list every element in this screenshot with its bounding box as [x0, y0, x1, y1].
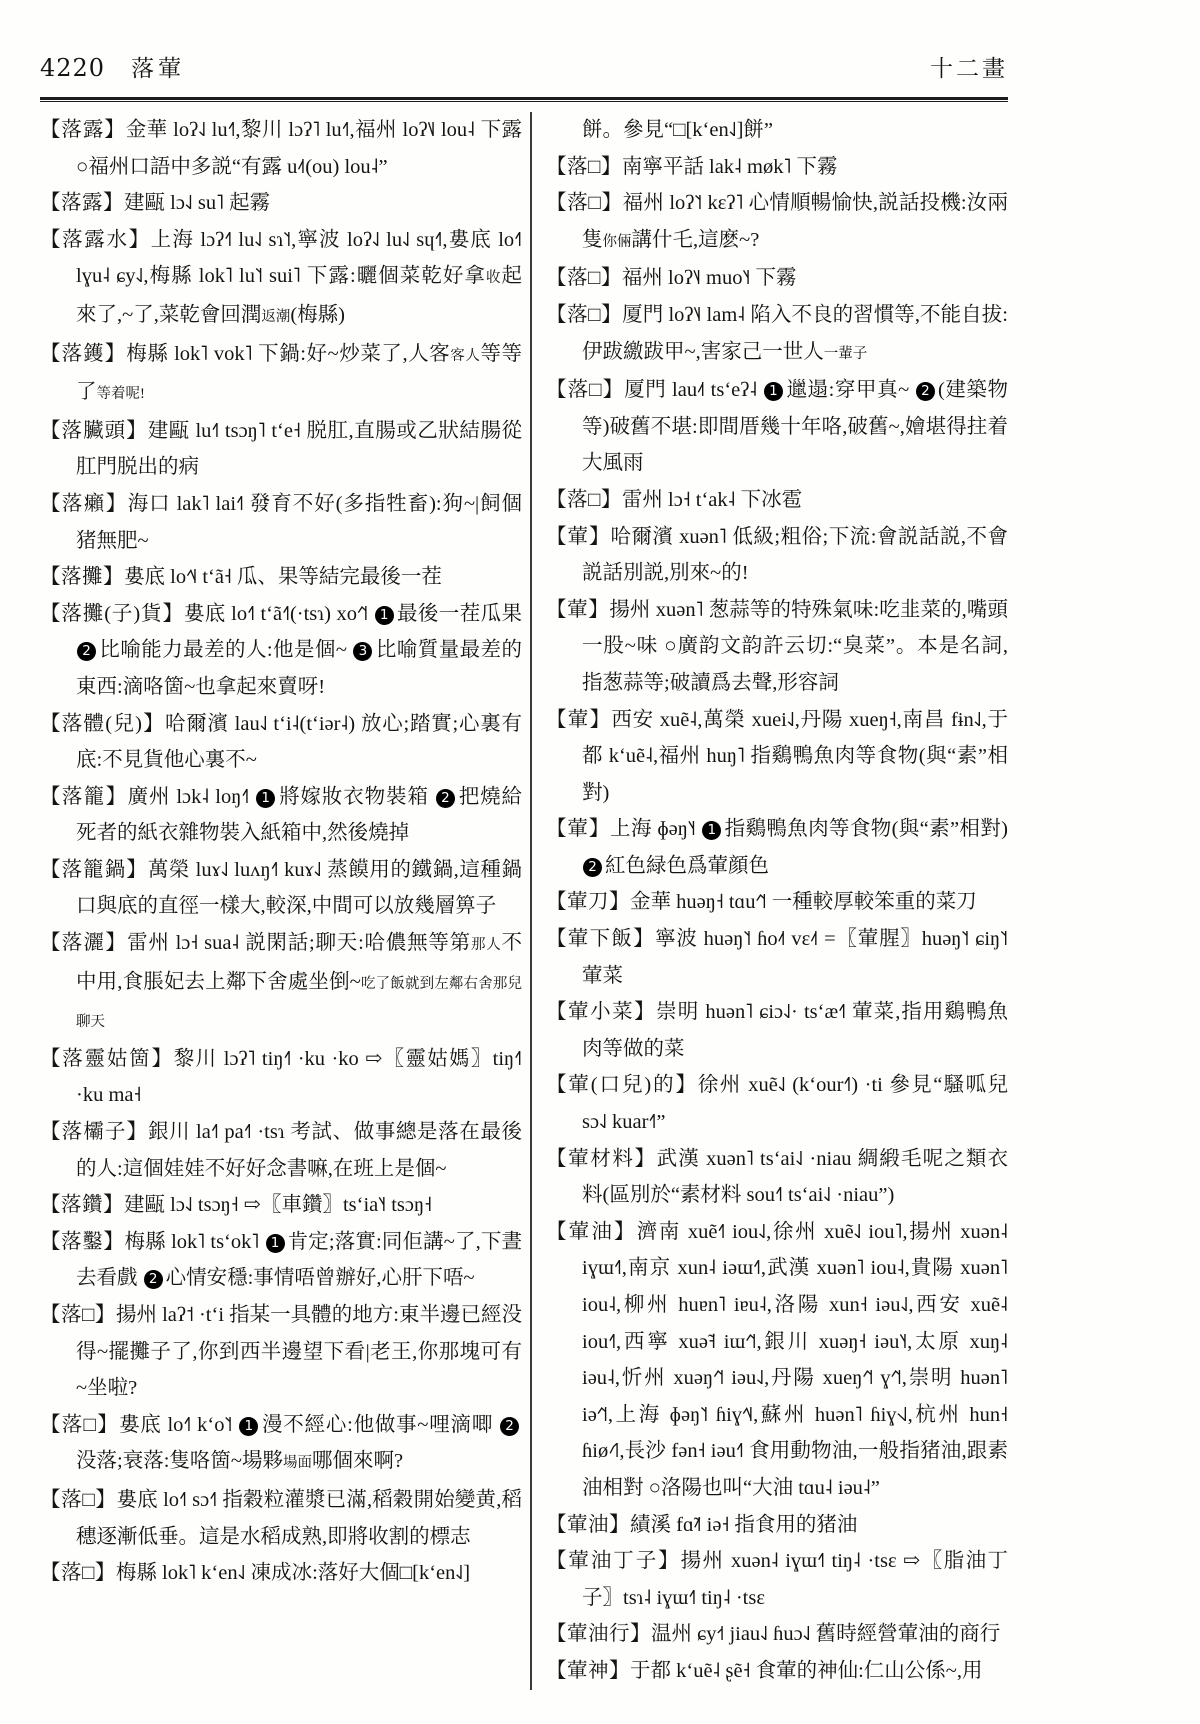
entry-body-text: 哈爾濱 xuən˥ 低級;粗俗;下流:會説話説,不會説話別説,別來~的!	[582, 525, 1008, 585]
dictionary-entry	[546, 519, 1008, 592]
entry-body-text: 把燒給死者的紙衣雜物裝入紙箱中,然後燒掉	[76, 785, 523, 845]
gloss-small-text: 你倆	[602, 233, 632, 250]
circled-number: 1	[256, 789, 275, 808]
dictionary-entry	[546, 994, 1008, 1067]
entry-headword: 【落□】	[546, 155, 622, 178]
dictionary-entry	[40, 112, 522, 185]
dictionary-entry	[40, 852, 522, 925]
circled-number: 2	[583, 858, 602, 877]
entry-headword: 【落□】	[546, 303, 623, 326]
gloss-small-text: 返潮	[261, 308, 291, 325]
page-content	[40, 50, 1008, 1690]
entry-headword: 【葷材料】	[546, 1147, 657, 1170]
entry-headword: 【落□】	[546, 379, 625, 402]
circled-number: 1	[764, 382, 783, 401]
entry-body-text: 武漢 xuən˥ tsʻai˨˩ ·niau 綢緞毛呢之類衣料(區別於“素材料 sou˧˥ tsʻai˨˩ ·niau”)	[582, 1147, 1009, 1207]
guide-word: 落葷	[131, 56, 186, 81]
entry-headword: 【葷下飯】	[546, 928, 656, 951]
entry-body-text: 上海 ɸəŋ˥˧	[610, 818, 702, 841]
circled-number: 3	[353, 642, 372, 661]
entry-body-text: 南寧平話 lak˨ møk˥ 下霧	[621, 155, 838, 178]
dictionary-entry	[40, 336, 522, 413]
entry-headword: 【葷小菜】	[546, 1001, 657, 1024]
dictionary-entry	[546, 811, 1008, 884]
entry-body-text: 没落;衰落:隻咯箇~場夥	[76, 1450, 283, 1473]
entry-body-text: 等等了	[76, 342, 523, 404]
entry-headword: 【葷油丁子】	[546, 1550, 681, 1573]
entry-body-text: 西安 xuẽ˨,萬榮 xuei˨˩,丹陽 xueŋ˧,南昌 fɨn˨˩,于都 kʻuẽ˨,福州 huŋ˥ 指鷄鴨魚肉等食物(與“素”相對)	[582, 708, 1009, 804]
circled-number: 1	[266, 1234, 285, 1253]
dictionary-entry	[40, 185, 522, 222]
dictionary-entry	[546, 592, 1008, 702]
entry-headword: 【落灑】	[40, 932, 128, 955]
entry-body-text: 金華 loʔ˨˩ lu˧˥,黎川 lɔʔ˥ lu˧˥,福州 loʔ˥˩ lou˨ 下露 ○福州口語中多説“有露 u˨˦(ou) lou˨”	[76, 119, 523, 178]
entry-headword: 【落攤】	[40, 566, 124, 589]
dictionary-entry	[546, 1214, 1008, 1507]
gloss-small-text: 一輩子	[823, 345, 868, 362]
entry-body-text: 揚州 xuən˨ iɣɯ˧˥ tiŋ˨ ·tsɛ ⇨〖脂油丁子〗tsɿ˨ iɣɯ˧˥ tiŋ˨ ·tsɛ	[582, 1550, 1009, 1609]
entry-headword: 【葷刀】	[546, 891, 630, 914]
dictionary-entry	[40, 1482, 522, 1555]
gloss-small-text: 客人	[450, 347, 481, 364]
entry-body-text: 梅縣 lok˥ tsʻok˥	[124, 1230, 265, 1253]
entry-body-text: 上海 lɔʔ˧˥ lu˨˩ sɿ˥˦,寧波 loʔ˨˩ lu˨˩ sɥ˧˥,婁底 lo˧˥ lɣu˨ ɕy˨˩,梅縣 lok˥ lu˥˦ sui˥ 下露:曬個菜乾好拿	[76, 228, 522, 288]
entry-headword: 【落□】	[40, 1413, 119, 1436]
dictionary-entry	[546, 921, 1008, 994]
entry-body-text: 最後一茬瓜果	[396, 602, 522, 625]
circled-number: 2	[77, 642, 96, 661]
dictionary-entry	[40, 1297, 522, 1407]
entry-body-text: 婁底 lo˧˥˨ tʻã˧ 瓜、果等結完最後一茬	[124, 566, 442, 589]
dictionary-entry	[40, 596, 522, 706]
entry-body-text: 海口 lak˥ lai˧˥ 發育不好(多指牲畜):狗~|飼個猪無肥~	[76, 492, 522, 552]
entry-body-text: 比喻能力最差的人:他是個~	[99, 639, 353, 662]
dictionary-entry	[40, 779, 522, 852]
entry-body-text: 指鷄鴨魚肉等食物(與“素”相對)	[724, 818, 1008, 841]
entry-headword: 【落□】	[546, 488, 622, 511]
left-column	[40, 112, 530, 1690]
entry-body-text: 揚州 laʔ˦ ·tʻi 指某一具體的地方:東半邊已經没得~擺攤子了,你到西半邊望下看|老王,你那塊可有~坐啦?	[76, 1304, 522, 1400]
entry-headword: 【葷油】	[546, 1220, 637, 1243]
dictionary-entry	[40, 1187, 522, 1224]
circled-number: 1	[239, 1417, 258, 1436]
entry-headword: 【落鑊】	[40, 342, 127, 365]
gloss-small-text: 那人	[470, 937, 502, 954]
dictionary-entry	[546, 372, 1008, 482]
entry-headword: 【葷】	[546, 708, 612, 731]
gloss-small-text: 場面	[282, 1455, 312, 1472]
dictionary-entry	[40, 222, 522, 336]
dictionary-entry	[546, 1653, 1008, 1690]
entry-body-text: 婁底 lo˧˥ tʻã˧˥(·tsɿ) xo˧˥˦	[183, 602, 374, 625]
circled-number: 2	[916, 382, 935, 401]
entry-body-text: 于都 kʻuẽ˨ ʂẽ˧ 食葷的神仙:仁山公係~,用	[630, 1659, 983, 1682]
entry-body-text: 雷州 lɔ˧ sua˨ 説閑話;聊天:哈儂無等第	[127, 932, 471, 955]
dictionary-entry	[40, 1114, 522, 1187]
entry-body-text: 廣州 lɔk˨ loŋ˧˥	[127, 785, 256, 808]
dictionary-entry	[40, 1555, 522, 1592]
entry-headword: 【落靈姑箇】	[40, 1047, 174, 1070]
circled-number: 1	[702, 821, 721, 840]
gloss-small-text: 吃了飯就到左鄰右舍那兒聊天	[76, 975, 523, 1031]
entry-body-text: 黎川 lɔʔ˥ tiŋ˧˥ ·ku ·ko ⇨〖靈姑媽〗tiŋ˧˥ ·ku ma˧	[76, 1047, 523, 1107]
entry-headword: 【落露】	[40, 119, 126, 141]
entry-headword: 【落體(兒)】	[40, 712, 165, 735]
dictionary-entry	[40, 413, 522, 486]
dictionary-entry	[546, 1543, 1008, 1616]
gloss-small-text: 收	[485, 270, 502, 287]
dictionary-entry	[40, 706, 522, 779]
entry-body-text: 萬榮 luɤ˨˩ luʌŋ˧˥ kuɤ˨˩ 蒸饃用的鐵鍋,這種鍋口與底的直徑一樣大,較深,中間可以放幾層箅子	[76, 858, 522, 918]
entry-body-text: 雷州 lɔ˧ tʻak˨ 下冰雹	[621, 488, 803, 511]
entry-headword: 【落籠】	[40, 785, 128, 808]
entry-headword: 【落□】	[40, 1562, 116, 1585]
dictionary-entry	[40, 1041, 522, 1114]
entry-body-text: 心情安穩:事情唔曾辦好,心肝下唔~	[165, 1267, 475, 1290]
entry-body-text: 不中用,食脹妃去上鄰下舍處坐倒~	[76, 932, 523, 993]
dictionary-entry	[546, 260, 1008, 297]
entry-body-text: 比喻質量最差的東西:滴咯箇~也拿起來賣呀!	[76, 639, 522, 698]
entry-body-text: 揚州 xuən˥ 葱蒜等的特殊氣味:吃韭菜的,嘴頭一股~味 ○廣韵文韵許云切:“臭菜”。本是名詞,指葱蒜等;破讀爲去聲,形容詞	[582, 598, 1008, 694]
dictionary-entry	[546, 1141, 1008, 1214]
dictionary-entry	[546, 884, 1008, 921]
entry-headword: 【落攤(子)貨】	[40, 602, 184, 625]
entry-headword: 【落欛子】	[40, 1121, 149, 1144]
entry-body-text: 紅色緑色爲葷顔色	[605, 854, 769, 877]
dictionary-entry	[40, 1407, 522, 1482]
right-column	[530, 112, 1008, 1690]
entry-body-text: 邋遢:穿甲真~	[785, 379, 915, 402]
dictionary-entry	[546, 185, 1008, 260]
dictionary-entry	[546, 702, 1008, 812]
entry-headword: 【葷】	[546, 818, 611, 841]
entry-body-text: 銀川 la˧˥ pa˧˥ ·tsɿ 考試、做事總是落在最後的人:這個娃娃不好好念書嘛,在班上是個~	[76, 1121, 523, 1180]
entry-body-text: 厦門 lau˨˦ tsʻeʔ˨	[624, 379, 763, 402]
entry-body-text: 金華 huəŋ˧ tɑu˧˥˦ 一種較厚較笨重的菜刀	[630, 891, 977, 914]
entry-headword: 【落□】	[40, 1304, 116, 1326]
entry-body-text: 起來了,~了,菜乾會回潤	[76, 265, 523, 326]
dictionary-entry	[546, 1507, 1008, 1544]
entry-body-text: 福州 loʔ˥˨ muo˥˧ 下霧	[621, 267, 797, 290]
circled-number: 1	[375, 606, 394, 625]
page-header	[40, 50, 1008, 83]
entry-headword: 【落露】	[40, 192, 124, 215]
entry-headword: 【落□】	[546, 267, 622, 290]
entry-body-text: 温州 ɕy˧˦ jiau˨˩ ɦuɔ˨˩ 舊時經營葷油的商行	[651, 1623, 1001, 1646]
dictionary-entry	[40, 559, 522, 596]
entry-headword: 【落鑿】	[40, 1230, 125, 1253]
entry-body-text: 講什乇,這麽~?	[631, 228, 760, 251]
entry-body-text: 婁底 lo˧˥ sɔ˧˥ 指穀粒灌漿已滿,稻穀開始變黄,稻穗逐漸低垂。這是水稻成熟,即將收割的標志	[76, 1488, 522, 1548]
entry-headword: 【葷(口兒)的】	[546, 1074, 698, 1097]
entry-headword: 【葷油】	[546, 1513, 630, 1536]
circled-number: 2	[144, 1270, 163, 1289]
entry-body-text: 哪個來啊?	[311, 1450, 404, 1473]
entry-body-text: 將嫁妝衣物裝箱	[278, 785, 435, 808]
entry-body-text: 餅。參見“□[kʻen˨˩]餅”	[582, 119, 774, 141]
entry-headword: 【落籠鍋】	[40, 858, 148, 881]
entry-body-text: 肯定;落實:同佢講~了,下晝去看戲	[76, 1230, 522, 1290]
entry-headword: 【落臟頭】	[40, 419, 148, 442]
text-columns	[40, 112, 1008, 1690]
entry-body-text: 績溪 fɑ̃˨˦ iə˧ 指食用的猪油	[630, 1513, 858, 1536]
dictionary-entry	[546, 297, 1008, 372]
entry-body-text: 徐州 xuẽ˨˩ (kʻour˧˥) ·ti 參見“騷呱兒 sɔ˨˩ kuar˧˥”	[582, 1074, 1008, 1134]
entry-headword: 【葷油行】	[546, 1623, 651, 1646]
dictionary-entry	[546, 149, 1008, 186]
entry-body-text: 建甌 lɔ˨˩ su˥ 起霧	[124, 192, 271, 215]
entry-body-text: 厦門 loʔ˥˨ lam˨ 陷入不良的習慣等,不能自拔:伊跋繳跋甲~,害家己一世人	[582, 303, 1008, 363]
entry-headword: 【落□】	[40, 1488, 117, 1511]
entry-continuation	[546, 112, 1008, 149]
stroke-section-label: 十二畫	[930, 56, 1008, 81]
entry-body-text: 福州 loʔ˥˦ kɛʔ˥ 心情順暢愉快,説話投機:汝兩隻	[582, 192, 1008, 251]
entry-headword: 【葷神】	[546, 1659, 630, 1682]
entry-headword: 【葷】	[546, 525, 611, 548]
entry-body-text: 哈爾濱 lau˨˩ tʻi˨(tʻiər˨) 放心;踏實;心裏有底:不見貨他心裏不~	[76, 712, 522, 772]
entry-headword: 【落□】	[546, 192, 623, 215]
entry-body-text: 濟南 xuẽ˧˥ iou˨˩,徐州 xuẽ˨˩ iou˥,揚州 xuən˨ iɣɯ˧˥,南京 xun˨ iəɯ˧˥,武漢 xuən˥ iou˨,貴陽 xuən˥ iou˨,柳州 huɐn˥ iɐu˨,洛陽 xun˧ iəu˨˩,西安 xuẽ˨ iou˧˥,西寧 xuə̃˧ iɯ˧˥˦,銀川 xuəŋ˧ iəu˥˧,太原 xuŋ˨ iəu˨,忻州 xuəŋ˧˥˦ iəu˨˩,丹陽 xueŋ˧˥˦ ɣ˧˥˦,崇明 huən˥ iə˧˥˦,上海 ɸəŋ˥˦ ɦiɣ˧˥˨,蘇州 huən˥ ɦiɣ˧˨˩,杭州 hun˧ ɦiø˨˦˥,長沙 fən˧ iəu˧˥ 食用動物油,一般指猪油,跟素油相對 ○洛陽也叫“大油 tɑu˨ iəu˨”	[582, 1220, 1009, 1499]
circled-number: 2	[500, 1417, 519, 1436]
entry-body-text: 婁底 lo˧˥ kʻo˥˦	[119, 1413, 239, 1436]
entry-body-text: 梅縣 lok˥ kʻen˨˩ 凍成冰:落好大個□[kʻen˨˩]	[115, 1562, 471, 1585]
entry-headword: 【葷】	[546, 598, 610, 621]
dictionary-entry	[40, 1224, 522, 1297]
entry-body-text: 梅縣 lok˥ vok˥ 下鍋:好~炒菜了,人客	[126, 342, 451, 365]
header-rule	[40, 97, 1008, 102]
entry-body-text: 寧波 huəŋ˥˦ ɦo˨˦ vɛ˨˦ =〖葷腥〗huəŋ˥˦ ɕiŋ˥˦ 葷菜	[582, 928, 1008, 987]
dictionary-entry	[546, 482, 1008, 519]
dictionary-entry	[546, 1616, 1008, 1653]
entry-headword: 【落露水】	[40, 228, 151, 251]
dictionary-entry	[40, 925, 522, 1041]
entry-body-text: 建甌 lɔ˨˩ tsɔŋ˧ ⇨〖車鑽〗tsʻia˥˧ tsɔŋ˧	[124, 1194, 432, 1217]
entry-body-text: 建甌 lu˧˥ tsɔŋ˥ tʻe˧ 脱肛,直腸或乙狀結腸從肛門脱出的病	[76, 419, 522, 479]
entry-headword: 【落鑽】	[40, 1194, 124, 1217]
entry-headword: 【落癩】	[40, 492, 128, 515]
dictionary-entry	[546, 1067, 1008, 1140]
circled-number: 2	[436, 789, 455, 808]
entry-body-text: 漫不經心:他做事~哩滴唧	[261, 1413, 500, 1436]
gloss-small-text: 等着呢!	[96, 386, 145, 403]
entry-body-text: (梅縣)	[290, 303, 345, 326]
dictionary-entry	[40, 486, 522, 559]
entry-body-text: 崇明 huən˥ ɕiɔ˨˩· tsʻæ˧˥ 葷菜,指用鷄鴨魚肉等做的菜	[582, 1001, 1008, 1060]
entry-body-text: (建築物等)破舊不堪:即間厝幾十年咯,破舊~,嬒堪得拄着大風雨	[582, 379, 1008, 475]
page-number: 4220	[40, 54, 106, 82]
